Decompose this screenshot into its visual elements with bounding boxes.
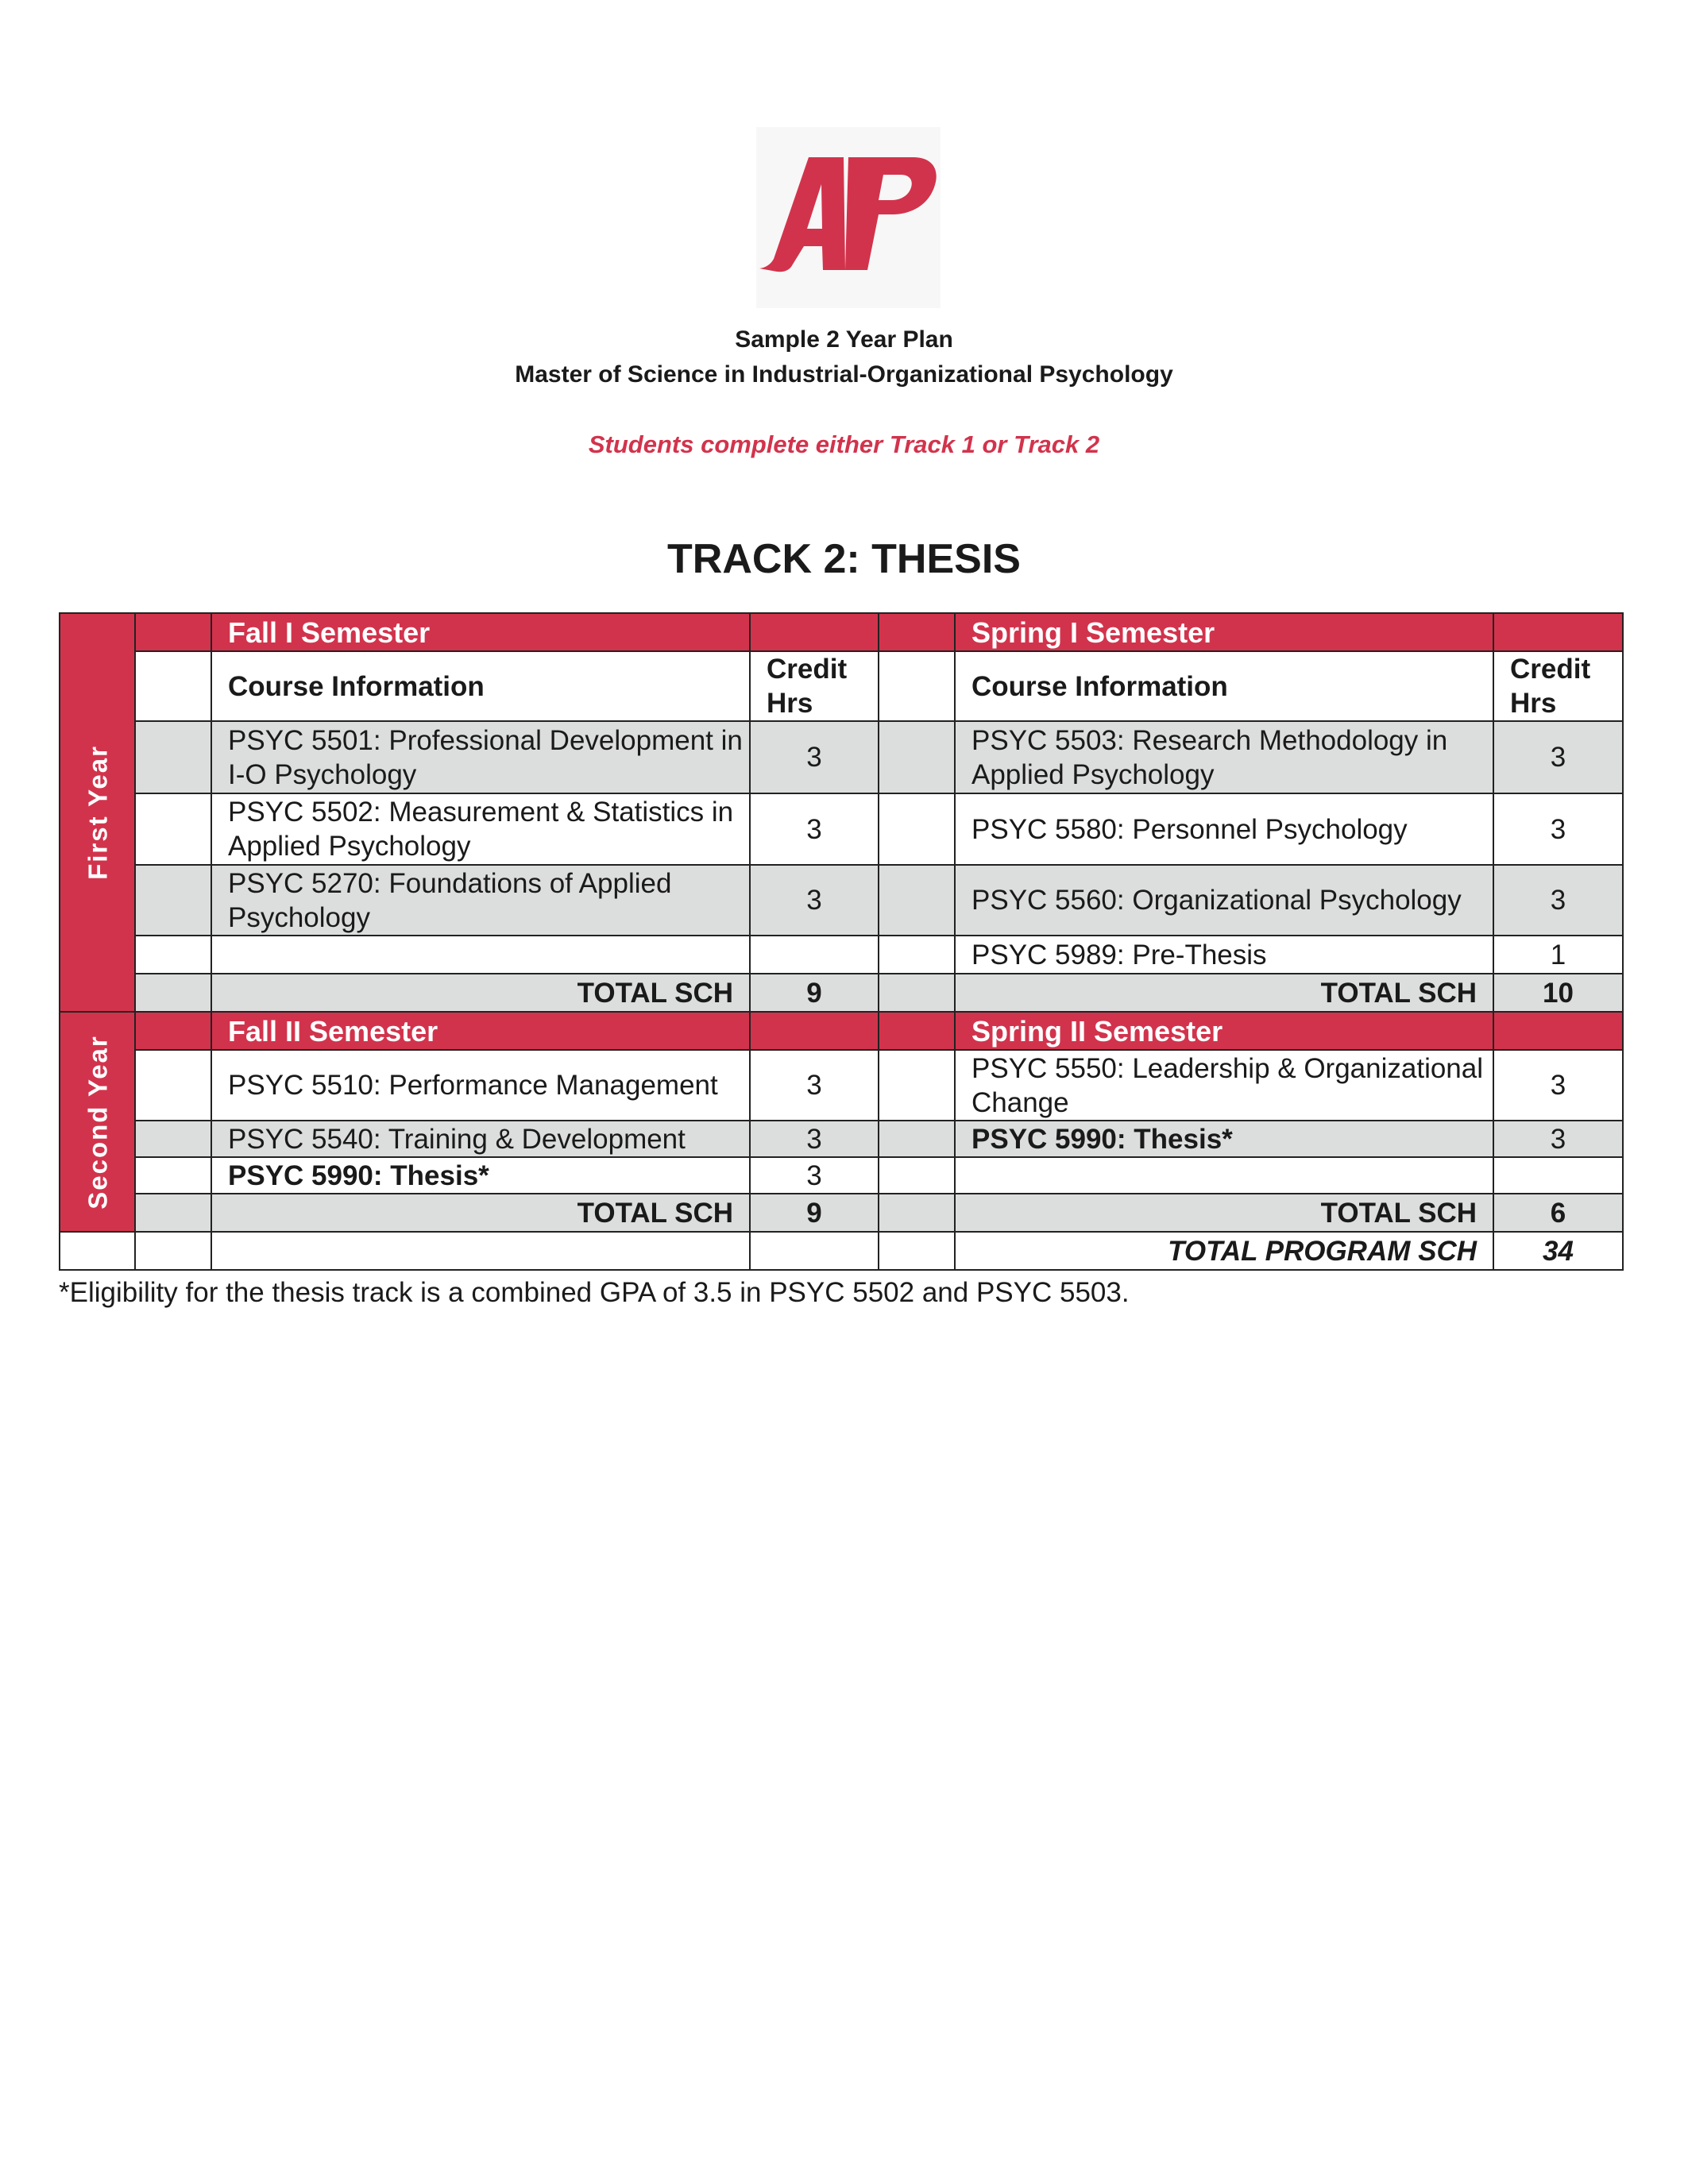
semester-header-row: [60, 613, 1623, 651]
total-sch-value: 6: [1493, 1194, 1623, 1232]
course-credits: 3: [1493, 721, 1623, 793]
course-plan-table: [59, 612, 1624, 1271]
course-name: PSYC 5989: Pre-Thesis: [955, 936, 1493, 974]
course-name: PSYC 5510: Performance Management: [211, 1050, 750, 1121]
course-info-header: Course Information: [955, 651, 1493, 721]
total-row: [60, 1194, 1623, 1232]
total-row: [60, 974, 1623, 1012]
table-row: [60, 936, 1623, 974]
second-year-label: Second Year: [60, 1012, 135, 1232]
course-credits: 1: [1493, 936, 1623, 974]
total-sch-value: 9: [750, 1194, 879, 1232]
total-sch-value: 9: [750, 974, 879, 1012]
university-logo: [756, 127, 941, 308]
table-row: [60, 793, 1623, 865]
course-name: PSYC 5503: Research Methodology in Applied Psychology: [955, 721, 1493, 793]
course-name: PSYC 5502: Measurement & Statistics in Applied Psychology: [211, 793, 750, 865]
course-credits: 3: [750, 793, 879, 865]
credit-hrs-header: Credit Hrs: [1493, 651, 1623, 721]
column-header-row: [60, 651, 1623, 721]
table-row: [60, 865, 1623, 936]
total-sch-label: TOTAL SCH: [955, 1194, 1493, 1232]
course-credits: 3: [750, 1121, 879, 1157]
course-name: PSYC 5560: Organizational Psychology: [955, 865, 1493, 936]
program-title: Master of Science in Industrial-Organizational Psychology: [515, 361, 1173, 388]
total-sch-value: 10: [1493, 974, 1623, 1012]
total-sch-label: TOTAL SCH: [211, 1194, 750, 1232]
course-name: PSYC 5540: Training & Development: [211, 1121, 750, 1157]
course-name: PSYC 5990: Thesis*: [955, 1121, 1493, 1157]
table-row: [60, 721, 1623, 793]
course-name: PSYC 5550: Leadership & Organizational Change: [955, 1050, 1493, 1121]
total-sch-label: TOTAL SCH: [211, 974, 750, 1012]
course-name: PSYC 5580: Personnel Psychology: [955, 793, 1493, 865]
track-title: TRACK 2: THESIS: [667, 536, 1021, 582]
plan-title: Sample 2 Year Plan: [735, 326, 953, 353]
fall-2-title: Fall II Semester: [211, 1012, 750, 1050]
course-credits: 3: [750, 865, 879, 936]
course-credits: 3: [1493, 1050, 1623, 1121]
course-credits: 3: [750, 1050, 879, 1121]
program-total-row: [60, 1232, 1623, 1270]
fall-1-title: Fall I Semester: [211, 613, 750, 651]
program-total-label: TOTAL PROGRAM SCH: [955, 1232, 1493, 1270]
table-row: [60, 1121, 1623, 1157]
track-note: Students complete either Track 1 or Track 2: [588, 430, 1100, 458]
table-row: [60, 1050, 1623, 1121]
course-credits: 3: [1493, 1121, 1623, 1157]
spring-1-title: Spring I Semester: [955, 613, 1493, 651]
ap-logo-icon: [756, 127, 941, 308]
course-name: PSYC 5990: Thesis*: [211, 1157, 750, 1194]
spring-2-title: Spring II Semester: [955, 1012, 1493, 1050]
first-year-label: First Year: [60, 613, 135, 1012]
footnote: *Eligibility for the thesis track is a combined GPA of 3.5 in PSYC 5502 and PSYC 5503.: [59, 1277, 1130, 1308]
course-credits: 3: [1493, 865, 1623, 936]
semester-header-row: [60, 1012, 1623, 1050]
course-credits: 3: [750, 1157, 879, 1194]
program-total-value: 34: [1493, 1232, 1623, 1270]
table-row: [60, 1157, 1623, 1194]
course-credits: 3: [750, 721, 879, 793]
course-name: PSYC 5270: Foundations of Applied Psychology: [211, 865, 750, 936]
course-info-header: Course Information: [211, 651, 750, 721]
credit-hrs-header: Credit Hrs: [750, 651, 879, 721]
course-credits: 3: [1493, 793, 1623, 865]
total-sch-label: TOTAL SCH: [955, 974, 1493, 1012]
course-name: PSYC 5501: Professional Development in I-O Psychology: [211, 721, 750, 793]
